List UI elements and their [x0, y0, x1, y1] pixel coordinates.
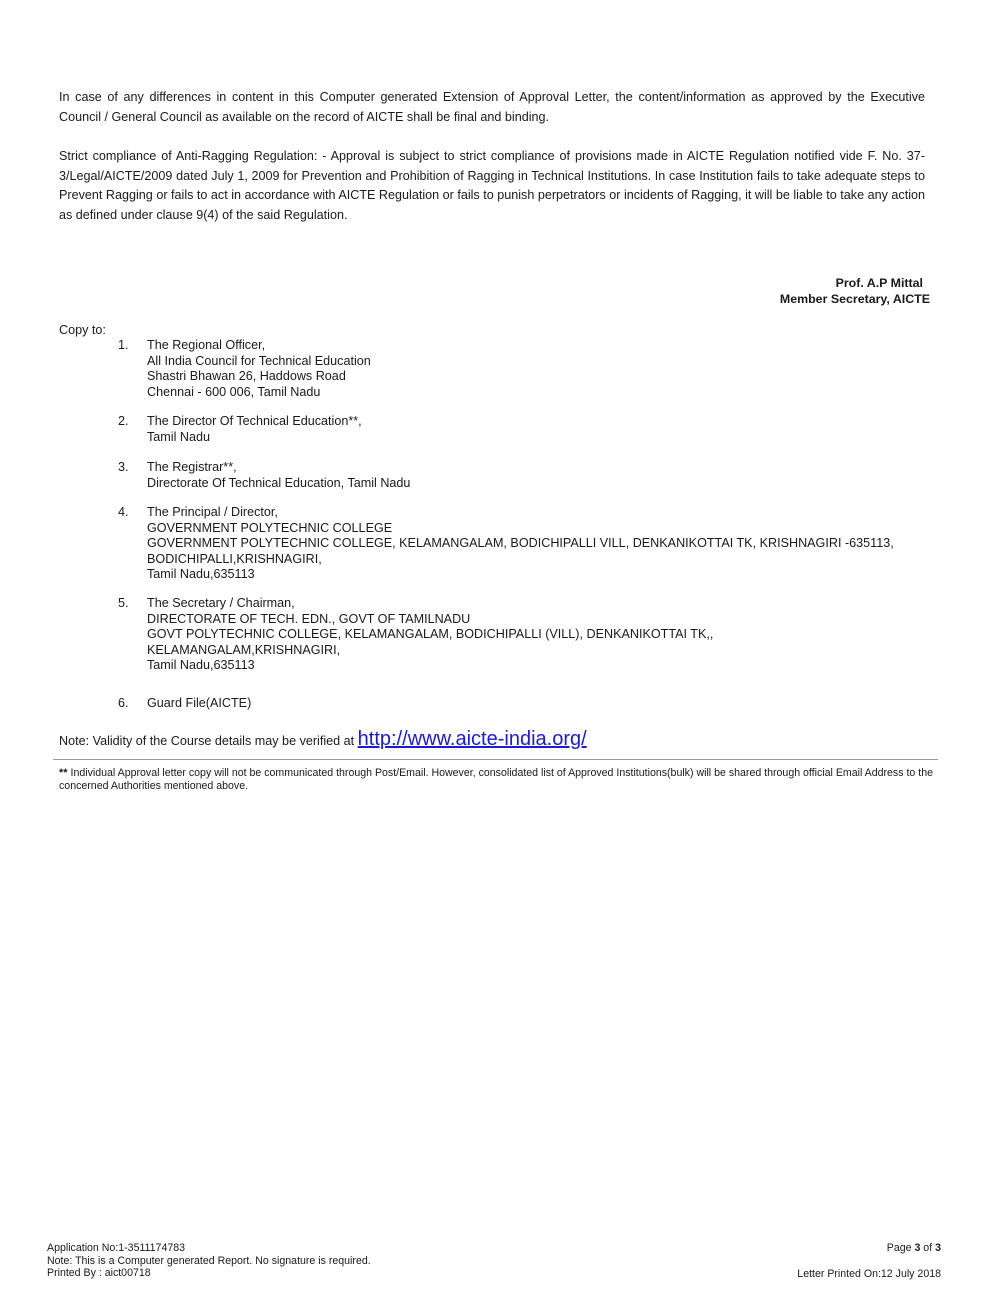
copy-to-label: Copy to: — [59, 323, 106, 337]
item-line: Chennai - 600 006, Tamil Nadu — [147, 384, 321, 399]
footnote-text: Individual Approval letter copy will not be communicated through Post/Email. However, consolidated list of Approved Institutions(bulk) will be shared through official Email Address to the concerned Authorities mentioned above. — [59, 767, 933, 793]
item-line: The Director Of Technical Education**, — [147, 414, 362, 428]
footnote-divider — [53, 759, 938, 760]
item-line: Tamil Nadu,635113 — [147, 658, 255, 673]
item-line: The Principal / Director, — [147, 505, 278, 519]
item-number: 3. — [118, 460, 129, 474]
letter-printed-on: Letter Printed On:12 July 2018 — [797, 1268, 941, 1280]
item-number: 2. — [118, 414, 129, 428]
item-line: GOVT POLYTECHNIC COLLEGE, KELAMANGALAM, BODICHIPALLI (VILL), DENKANIKOTTAI TK,, — [147, 627, 714, 642]
item-line: Guard File(AICTE) — [147, 696, 252, 710]
item-line: All India Council for Technical Education — [147, 353, 371, 368]
validity-note — [59, 728, 587, 751]
differences-paragraph: In case of any differences in content in this Computer generated Extension of Approval Letter, the content/information as approved by the Executive Council / General Council as available on the record of AICTE shall be final and binding. — [59, 90, 925, 124]
item-number: 4. — [118, 505, 129, 519]
signatory-name: Prof. A.P Mittal — [835, 276, 923, 290]
computer-generated-note: Note: This is a Computer generated Report. No signature is required. — [47, 1254, 371, 1267]
aicte-website-link[interactable]: http://www.aicte-india.org/ — [357, 728, 587, 750]
item-line: Tamil Nadu,635113 — [147, 567, 255, 582]
footnote — [59, 767, 939, 794]
item-line: The Regional Officer, — [147, 338, 266, 352]
page-total: 3 — [935, 1242, 941, 1254]
signatory-title: Member Secretary, AICTE — [779, 292, 930, 306]
page-current: 3 — [914, 1242, 921, 1254]
item-number: 6. — [118, 696, 129, 710]
item-line: GOVERNMENT POLYTECHNIC COLLEGE, KELAMANGALAM, BODICHIPALLI VILL, DENKANIKOTTAI TK, KRISHNAGIRI -635113, — [147, 536, 894, 551]
footnote-marker: ** — [59, 767, 68, 779]
page-label: Page — [886, 1242, 915, 1254]
anti-ragging-paragraph: Strict compliance of Anti-Ragging Regulation: - Approval is subject to strict compliance of provisions made in AICTE Regulation notified vide F. No. 37-3/Legal/AICTE/2009 dated July 1, 2009 for Prevention and Prohibition of Ragging in Technical Institutions. In case Institution fails to take adequate steps to Prevent Ragging or fails to act in accordance with AICTE Regulation or fails to punish perpetrators or incidents of Ragging, it will be liable to take any action as defined under clause 9(4) of the said Regulation. — [59, 149, 925, 222]
item-number: 5. — [118, 596, 129, 610]
item-number: 1. — [118, 338, 129, 352]
footer-left — [47, 1242, 371, 1280]
item-line: Tamil Nadu — [147, 429, 210, 444]
item-line: The Secretary / Chairman, — [147, 596, 295, 610]
item-line: Shastri Bhawan 26, Haddows Road — [147, 369, 346, 384]
item-line: KELAMANGALAM,KRISHNAGIRI, — [147, 642, 341, 657]
page-of: of — [920, 1242, 936, 1254]
application-number: Application No:1-3511174783 — [47, 1242, 186, 1254]
page-number — [887, 1242, 941, 1255]
item-line: Directorate Of Technical Education, Tamil Nadu — [147, 475, 411, 490]
validity-note-text: Note: Validity of the Course details may be verified at — [59, 734, 358, 748]
item-line: GOVERNMENT POLYTECHNIC COLLEGE — [147, 520, 393, 535]
item-line: The Registrar**, — [147, 460, 237, 474]
item-line: DIRECTORATE OF TECH. EDN., GOVT OF TAMILNADU — [147, 611, 471, 626]
printed-by: Printed By : aict00718 — [47, 1267, 151, 1280]
item-line: BODICHIPALLI,KRISHNAGIRI, — [147, 551, 322, 566]
